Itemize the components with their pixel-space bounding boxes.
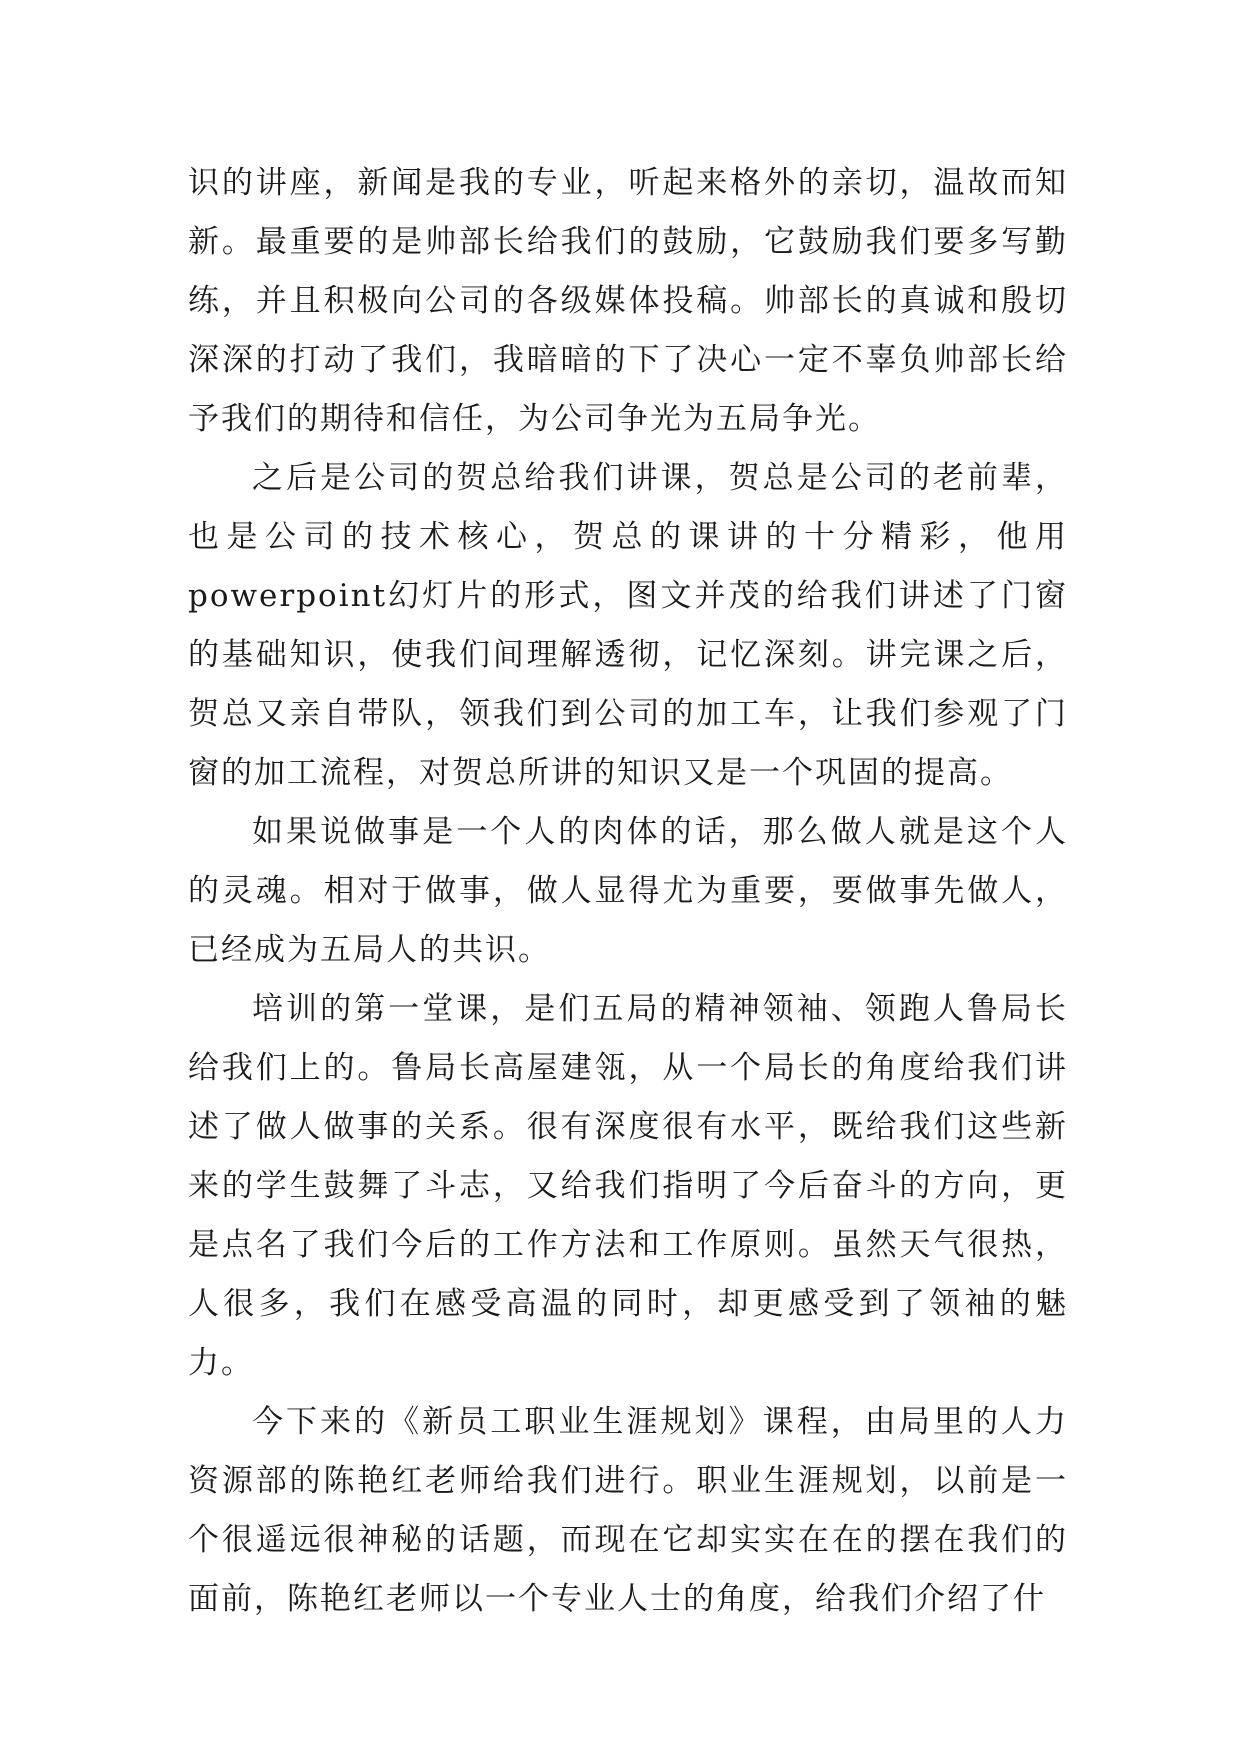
paragraph: 培训的第一堂课，是们五局的精神领袖、领跑人鲁局长给我们上的。鲁局长高屋建瓴，从一个局长的角度给我们讲述了做人做事的关系。很有深度很有水平，既给我们这些新来的学生鼓舞了斗志，又给我们指明了今后奋斗的方向，更是点名了我们今后的工作方法和工作原则。虽然天气很热，人很多，我们在感受高温的同时，却更感受到了领袖的魅力。	[188, 991, 1068, 1381]
paragraph: 今下来的《新员工职业生涯规划》课程，由局里的人力资源部的陈艳红老师给我们进行。职业生涯规划，以前是一个很遥远很神秘的话题，而现在它却实实在在的摆在我们的面前，陈艳红老师以一个专业人士的角度，给我们介绍了什	[188, 1404, 1068, 1617]
paragraph: 识的讲座，新闻是我的专业，听起来格外的亲切，温故而知新。最重要的是帅部长给我们的鼓励，它鼓励我们要多写勤练，并且积极向公司的各级媒体投稿。帅部长的真诚和殷切深深的打动了我们，我暗暗的下了决心一定不辜负帅部长给予我们的期待和信任，为公司争光为五局争光。	[188, 165, 1068, 437]
paragraph: 之后是公司的贺总给我们讲课，贺总是公司的老前辈，也是公司的技术核心，贺总的课讲的十分精彩，他用powerpoint幻灯片的形式，图文并茂的给我们讲述了门窗的基础知识，使我们间理解透彻，记忆深刻。讲完课之后，贺总又亲自带队，领我们到公司的加工车，让我们参观了门窗的加工流程，对贺总所讲的知识又是一个巩固的提高。	[188, 460, 1068, 791]
document-body	[188, 154, 1068, 1629]
paragraph: 如果说做事是一个人的肉体的话，那么做人就是这个人的灵魂。相对于做事，做人显得尤为重要，要做事先做人，已经成为五局人的共识。	[188, 814, 1068, 968]
